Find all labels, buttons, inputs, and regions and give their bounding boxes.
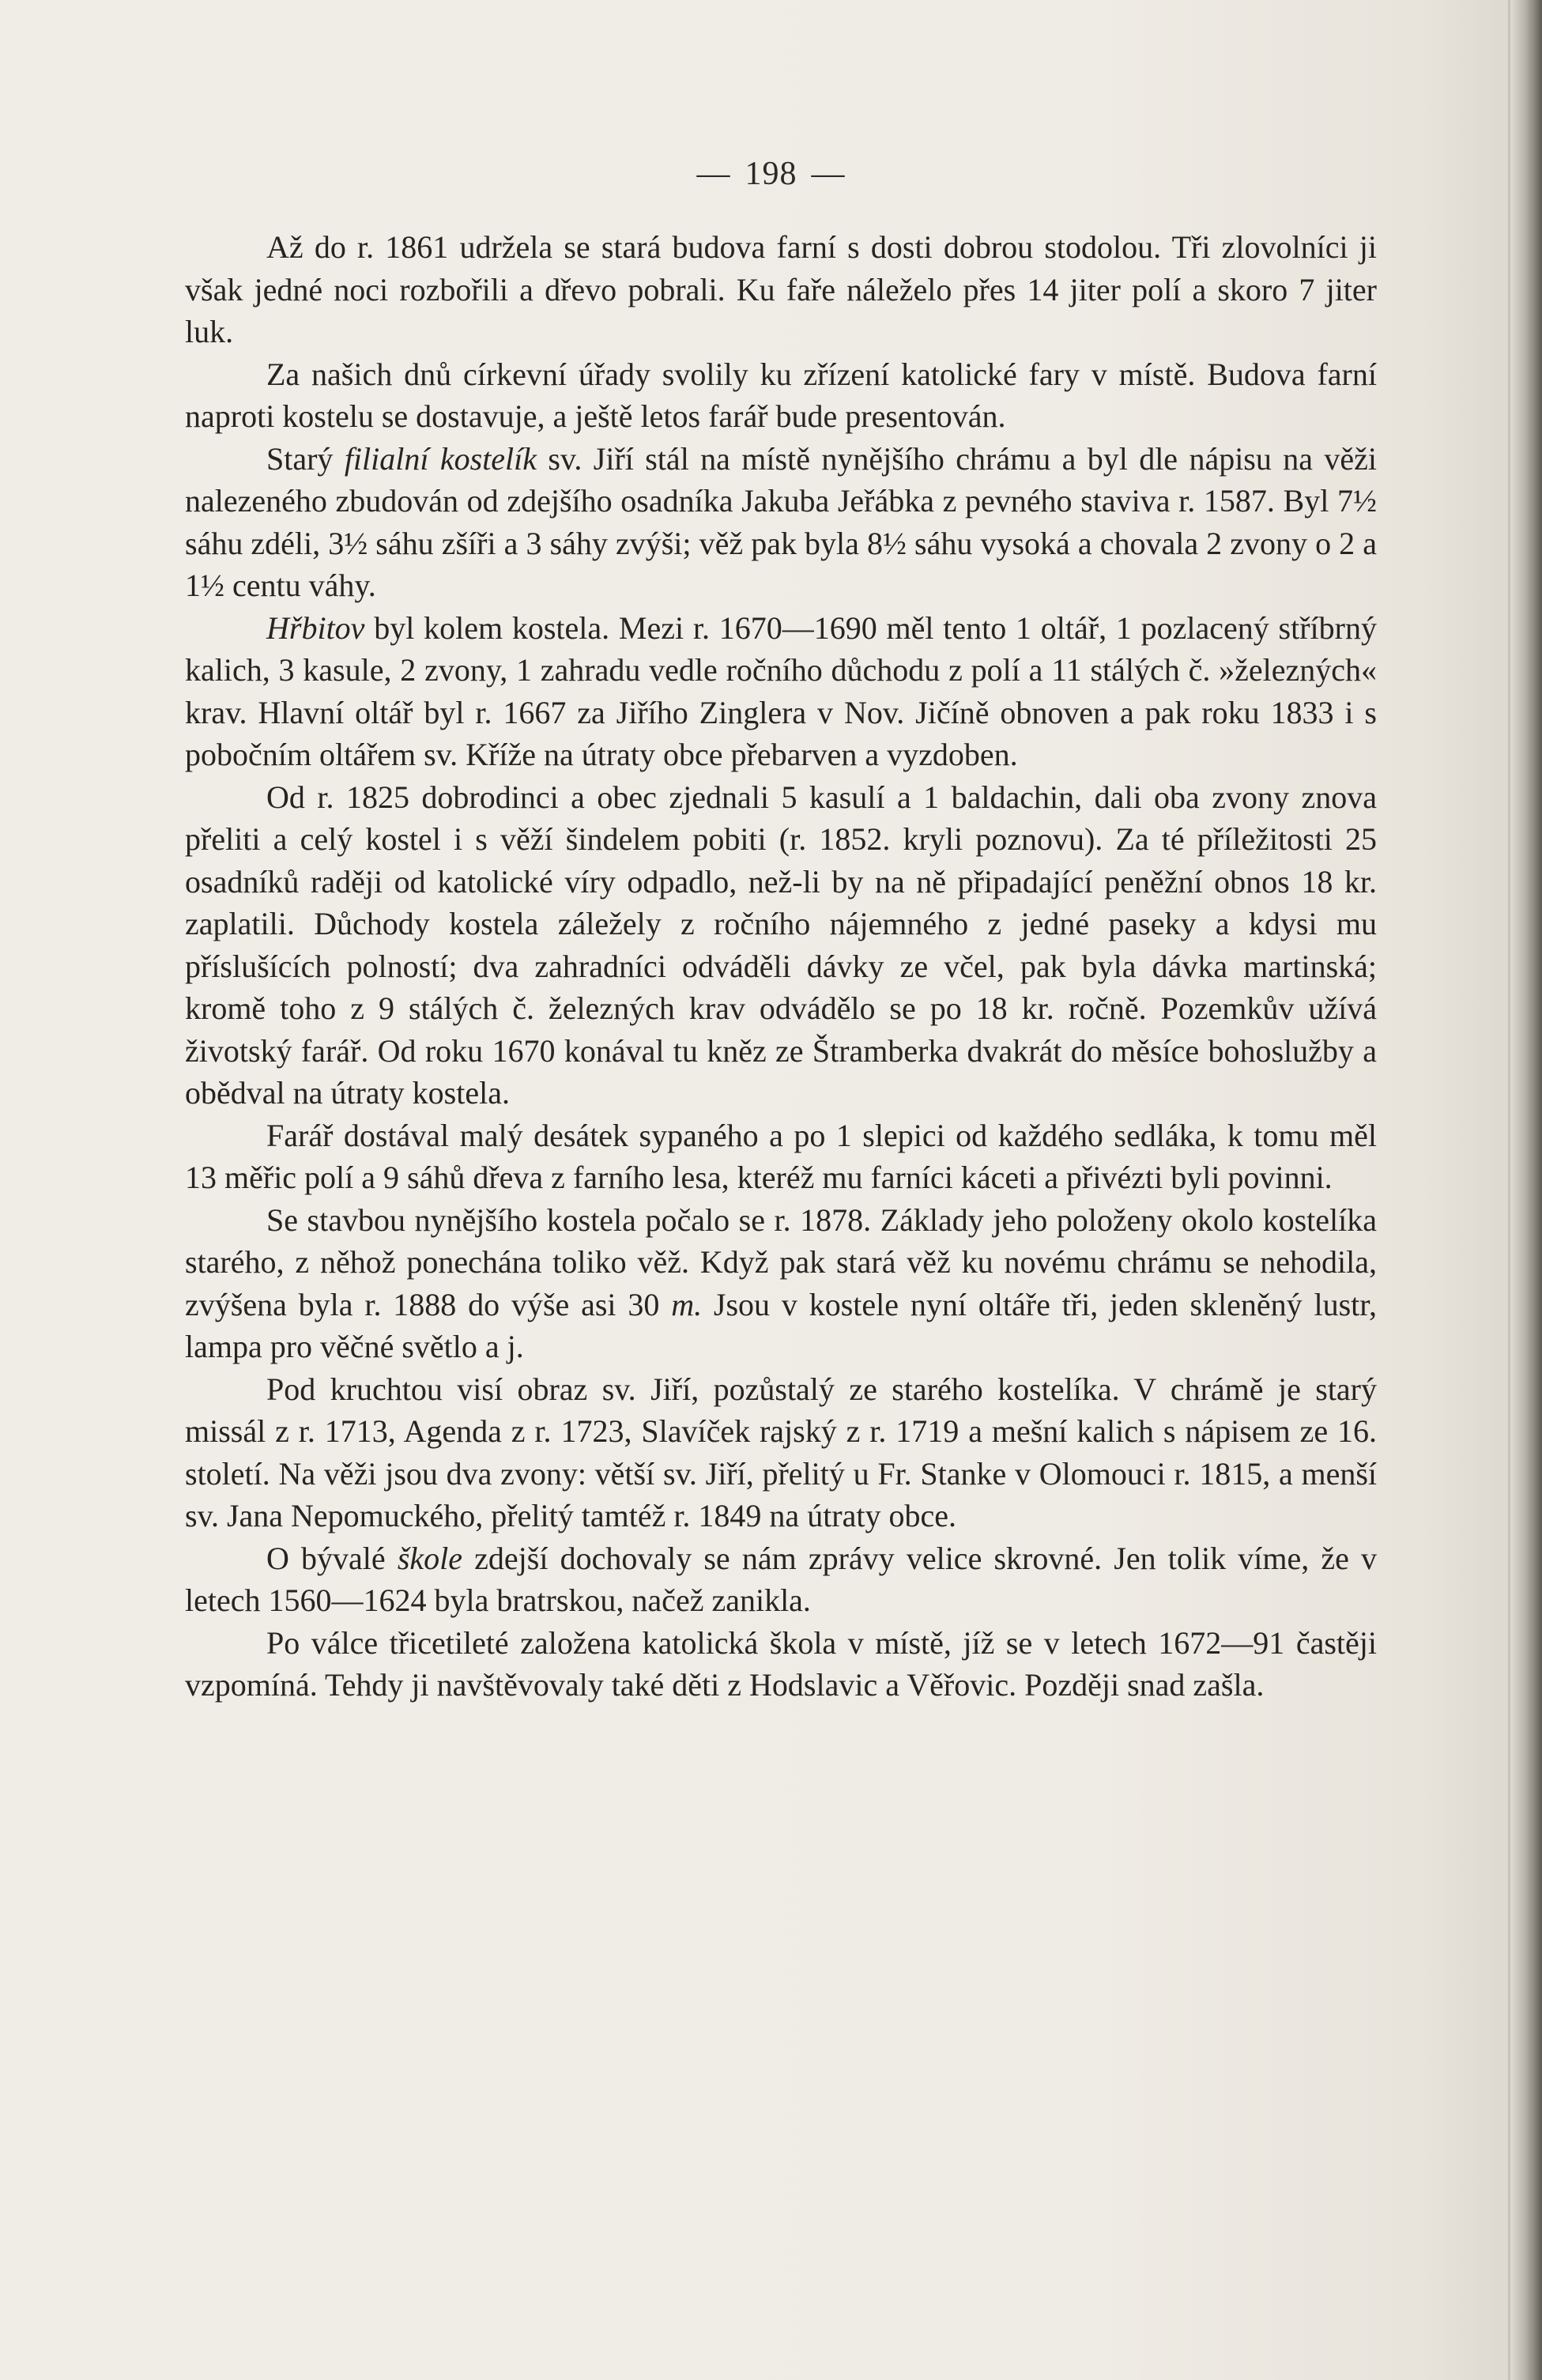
dash-left: —	[696, 156, 731, 192]
text-segment: Po válce třicetileté založena katolická škola v místě, jíž se v letech 1672—91 častěji vzpomíná. Tehdy ji navštěvovaly také děti z Hodslavic a Věřovic. Později snad zašla.	[185, 1624, 1377, 1703]
paragraph	[185, 1199, 1377, 1368]
emphasized-text: filialní kostelík	[344, 440, 537, 477]
page-number: 198	[745, 156, 797, 192]
paragraph	[185, 1368, 1377, 1537]
paragraph	[185, 226, 1377, 353]
emphasized-text: Hřbitov	[266, 609, 365, 646]
emphasized-text: m.	[671, 1286, 703, 1322]
text-segment: Starý	[266, 440, 345, 477]
paragraph	[185, 1537, 1377, 1622]
text-segment: byl kolem kostela. Mezi r. 1670—1690 měl tento 1 oltář, 1 pozlacený stříbrný kalich, 3 kasule, 2 zvony, 1 zahradu vedle ročního důchodu z polí a 11 stálých č. »železných« krav. Hlavní oltář byl r. 1667 za Jiřího Zinglera v Nov. Jičíně obnoven a pak roku 1833 i s pobočním oltářem sv. Kříže na útraty obce přebarven a vyzdoben.	[185, 609, 1377, 772]
page-header	[0, 155, 1542, 193]
paragraph	[185, 1622, 1377, 1707]
text-segment: Se stavbou nynějšího kostela počalo se r. 1878. Základy jeho položeny okolo kostelíka starého, z něhož ponechána toliko věž. Když pak stará věž ku novému chrámu se nehodila, zvýšena byla r. 1888 do výše asi 30	[185, 1201, 1377, 1322]
text-segment: Od r. 1825 dobrodinci a obec zjednali 5 kasulí a 1 baldachin, dali oba zvony znova přeliti a celý kostel i s věží šindelem pobiti (r. 1852. kryli poznovu). Za té příležitosti 25 osadníků raději od katolické víry odpadlo, než-li by na ně připadající peněžní obnos 18 kr. zaplatili. Důchody kostela záležely z ročního nájemného z jedné paseky a kdysi mu příslušících polností; dva zahradníci odváděli dávky ze včel, pak byla dávka martinská; kromě toho z 9 stálých č. železných krav odvádělo se po 18 kr. ročně. Pozemkův užívá životský farář. Od roku 1670 konával tu kněz ze Štramberka dvakrát do měsíce bohoslužby a obědval na útraty kostela.	[185, 779, 1377, 1111]
book-binding-edge	[1510, 0, 1542, 2380]
paragraph	[185, 438, 1377, 607]
text-segment: Farář dostával malý desátek sypaného a po 1 slepici od každého sedláka, k tomu měl 13 měřic polí a 9 sáhů dřeva z farního lesa, kteréž mu farníci káceti a přivézti byli povinni.	[185, 1117, 1377, 1195]
text-segment: O bývalé	[266, 1540, 398, 1576]
text-segment: Až do r. 1861 udržela se stará budova farní s dosti dobrou stodolou. Tři zlovolníci ji však jedné noci rozbořili a dřevo pobrali. Ku faře náleželo přes 14 jiter polí a skoro 7 jiter luk.	[185, 229, 1377, 349]
paragraph	[185, 607, 1377, 776]
text-segment: zdejší dochovaly se nám zprávy velice skrovné. Jen tolik víme, že v letech 1560—1624 byla bratrskou, načež zanikla.	[185, 1540, 1377, 1618]
emphasized-text: škole	[397, 1540, 462, 1576]
text-segment: Za našich dnů církevní úřady svolily ku zřízení katolické fary v místě. Budova farní naproti kostelu se dostavuje, a ještě letos farář bude presentován.	[185, 356, 1377, 434]
text-segment: Pod kruchtou visí obraz sv. Jiří, pozůstalý ze starého kostelíka. V chrámě je starý missál z r. 1713, Agenda z r. 1723, Slavíček rajský z r. 1719 a mešní kalich s nápisem ze 16. století. Na věži jsou dva zvony: větší sv. Jiří, přelitý u Fr. Stanke v Olomouci r. 1815, a menší sv. Jana Nepomuckého, přelitý tamtéž r. 1849 na útraty obce.	[185, 1371, 1377, 1533]
text-segment: sv. Jiří stál na místě nynějšího chrámu a byl dle nápisu na věži nalezeného zbudován od zdejšího osadníka Jakuba Jeřábka z pevného staviva r. 1587. Byl 7½ sáhu zdéli, 3½ sáhu zšíři a 3 sáhy zvýši; věž pak byla 8½ sáhu vysoká a chovala 2 zvony o 2 a 1½ centu váhy.	[185, 440, 1377, 603]
body-text	[185, 226, 1377, 1707]
paragraph	[185, 776, 1377, 1115]
text-segment: Jsou v kostele nyní oltáře tři, jeden skleněný lustr, lampa pro věčné světlo a j.	[185, 1286, 1377, 1364]
paragraph	[185, 1115, 1377, 1199]
paragraph	[185, 353, 1377, 438]
dash-right: —	[811, 156, 846, 192]
